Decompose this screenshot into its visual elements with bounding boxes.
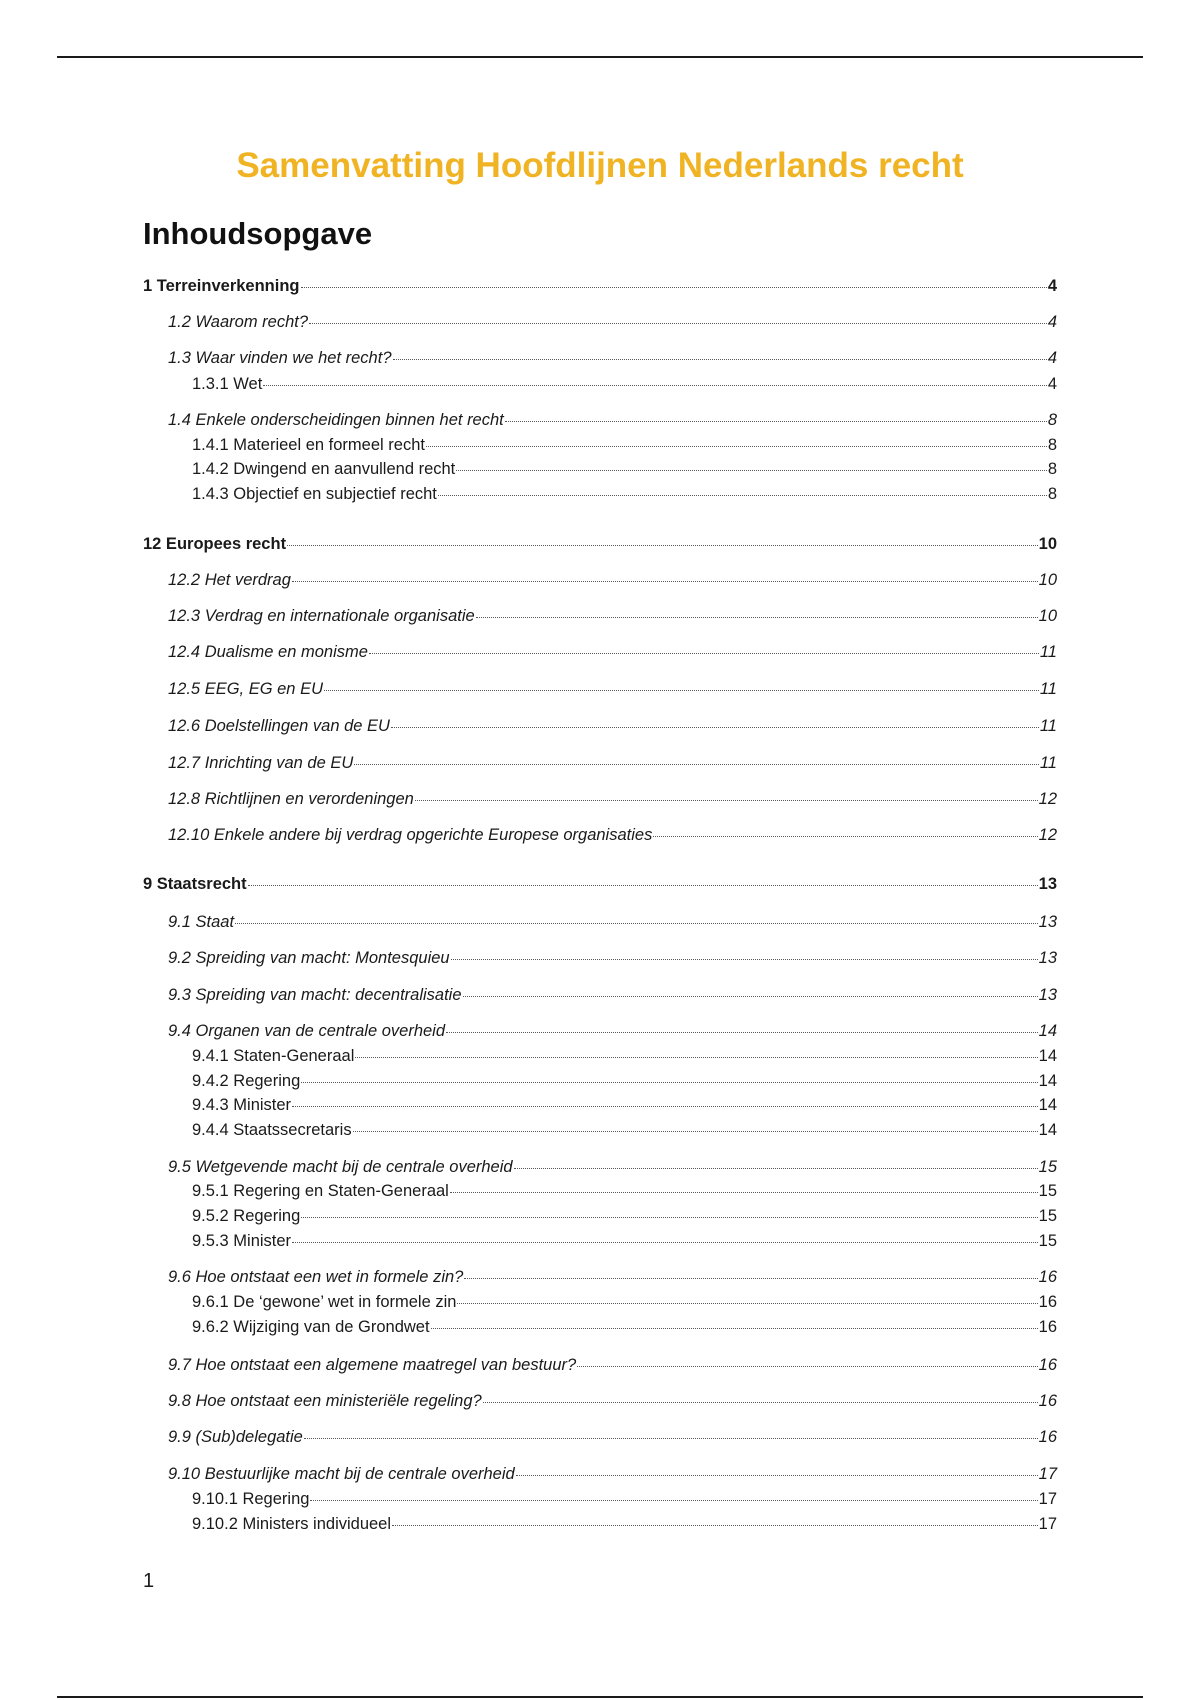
toc-entry-page: 10 xyxy=(1038,535,1057,553)
toc-entry-page: 16 xyxy=(1038,1392,1057,1410)
toc-entry-title: 1.4 Enkele onderscheidingen binnen het recht xyxy=(168,411,504,429)
toc-entry-title: 1.2 Waarom recht? xyxy=(168,313,309,331)
toc-entry-title: 12.6 Doelstellingen van de EU xyxy=(168,717,390,735)
document-title: Samenvatting Hoofdlijnen Nederlands recht xyxy=(236,146,964,185)
toc-entry[interactable] xyxy=(192,1121,1057,1140)
toc-entry-title: 12.8 Richtlijnen en verordeningen xyxy=(168,790,414,808)
toc-entry-page: 15 xyxy=(1038,1232,1057,1250)
toc-dot-leader xyxy=(301,1216,1037,1218)
toc-entry[interactable] xyxy=(192,1293,1057,1312)
toc-entry-title: 9.5.3 Minister xyxy=(192,1232,292,1250)
toc-dot-leader xyxy=(248,884,1038,886)
toc-entry[interactable] xyxy=(168,1428,1057,1447)
toc-entry-page: 16 xyxy=(1038,1318,1057,1336)
toc-entry-title: 9.6.1 De ‘gewone’ wet in formele zin xyxy=(192,1293,457,1311)
page-number: 1 xyxy=(143,1570,155,1592)
toc-dot-leader xyxy=(476,616,1038,618)
toc-dot-leader xyxy=(355,1056,1037,1058)
toc-entry-title: 9.9 (Sub)delegatie xyxy=(168,1428,303,1446)
toc-entry-page: 10 xyxy=(1038,571,1057,589)
toc-entry-title: 9.5.2 Regering xyxy=(192,1207,301,1225)
toc-entry[interactable] xyxy=(168,826,1057,845)
toc-dot-leader xyxy=(426,445,1047,447)
toc-entry[interactable] xyxy=(192,436,1057,455)
toc-entry-page: 8 xyxy=(1047,460,1057,478)
toc-entry[interactable] xyxy=(168,790,1057,809)
top-rule xyxy=(57,56,1143,58)
toc-entry-title: 9.4 Organen van de centrale overheid xyxy=(168,1022,446,1040)
toc-entry[interactable] xyxy=(168,313,1057,332)
toc-dot-leader xyxy=(287,544,1038,546)
toc-entry-title: 9.3 Spreiding van macht: decentralisatie xyxy=(168,986,462,1004)
toc-entry-title: 9.5.1 Regering en Staten-Generaal xyxy=(192,1182,449,1200)
toc-entry-page: 17 xyxy=(1038,1515,1057,1533)
toc-entry[interactable] xyxy=(168,1158,1057,1177)
toc-entry-title: 9.4.4 Staatssecretaris xyxy=(192,1121,352,1139)
toc-entry-page: 8 xyxy=(1047,411,1057,429)
toc-entry-title: 9.1 Staat xyxy=(168,913,235,931)
toc-dot-leader xyxy=(309,322,1047,324)
toc-dot-leader xyxy=(391,726,1039,728)
toc-entry-page: 4 xyxy=(1047,277,1057,295)
toc-entry[interactable] xyxy=(192,1047,1057,1066)
toc-entry-title: 9.2 Spreiding van macht: Montesquieu xyxy=(168,949,450,967)
toc-entry-title: 9.6 Hoe ontstaat een wet in formele zin? xyxy=(168,1268,464,1286)
toc-entry-title: 1.4.2 Dwingend en aanvullend recht xyxy=(192,460,456,478)
toc-entry-title: 9.8 Hoe ontstaat een ministeriële regeling? xyxy=(168,1392,482,1410)
toc-entry-page: 16 xyxy=(1038,1268,1057,1286)
toc-entry-page: 4 xyxy=(1047,313,1057,331)
toc-entry-page: 11 xyxy=(1039,680,1057,698)
toc-dot-leader xyxy=(292,580,1038,582)
toc-dot-leader xyxy=(463,995,1038,997)
toc-entry-title: 9.10 Bestuurlijke macht bij de centrale overheid xyxy=(168,1465,515,1483)
toc-entry[interactable] xyxy=(168,680,1057,699)
toc-dot-leader xyxy=(415,799,1038,801)
toc-entry[interactable] xyxy=(192,1232,1057,1251)
toc-entry-title: 12.2 Het verdrag xyxy=(168,571,291,589)
toc-entry-page: 17 xyxy=(1038,1465,1057,1483)
toc-entry-page: 4 xyxy=(1047,349,1057,367)
toc-entry-page: 13 xyxy=(1038,875,1057,893)
toc-entry[interactable] xyxy=(168,986,1057,1005)
toc-entry-title: 9.4.2 Regering xyxy=(192,1072,301,1090)
toc-entry-title: 1.4.1 Materieel en formeel recht xyxy=(192,436,425,454)
toc-entry[interactable] xyxy=(168,411,1057,430)
toc-entry-page: 14 xyxy=(1038,1022,1057,1040)
toc-entry-page: 13 xyxy=(1038,986,1057,1004)
toc-entry-title: 12.5 EEG, EG en EU xyxy=(168,680,323,698)
toc-dot-leader xyxy=(456,469,1047,471)
toc-entry-page: 14 xyxy=(1038,1047,1057,1065)
toc-entry-title: 9 Staatsrecht xyxy=(143,875,247,893)
toc-entry-page: 10 xyxy=(1038,607,1057,625)
toc-dot-leader xyxy=(263,384,1046,386)
toc-entry-page: 15 xyxy=(1038,1182,1057,1200)
toc-entry-title: 9.4.1 Staten-Generaal xyxy=(192,1047,355,1065)
toc-entry[interactable] xyxy=(168,607,1057,626)
toc-entry[interactable] xyxy=(192,485,1057,504)
toc-entry[interactable] xyxy=(192,1490,1057,1509)
toc-dot-leader xyxy=(324,689,1039,691)
toc-dot-leader xyxy=(431,1327,1038,1329)
toc-entry-title: 1.3.1 Wet xyxy=(192,375,263,393)
toc-dot-leader xyxy=(438,494,1047,496)
toc-entry-title: 1.3 Waar vinden we het recht? xyxy=(168,349,392,367)
toc-entry-page: 16 xyxy=(1038,1356,1057,1374)
toc-dot-leader xyxy=(353,1130,1038,1132)
toc-dot-leader xyxy=(292,1241,1038,1243)
toc-dot-leader xyxy=(446,1031,1038,1033)
toc-entry[interactable] xyxy=(143,875,1057,894)
toc-entry-page: 14 xyxy=(1038,1121,1057,1139)
toc-entry-title: 12.4 Dualisme en monisme xyxy=(168,643,368,661)
toc-dot-leader xyxy=(393,358,1047,360)
toc-entry-page: 11 xyxy=(1039,754,1057,772)
toc-entry[interactable] xyxy=(168,571,1057,590)
toc-entry-title: 9.4.3 Minister xyxy=(192,1096,292,1114)
toc-entry[interactable] xyxy=(192,1096,1057,1115)
toc-entry-page: 11 xyxy=(1039,717,1057,735)
toc-dot-leader xyxy=(369,652,1039,654)
bottom-rule xyxy=(57,1696,1143,1698)
toc-dot-leader xyxy=(235,922,1038,924)
toc-dot-leader xyxy=(354,763,1039,765)
toc-entry[interactable] xyxy=(168,349,1057,368)
toc-entry[interactable] xyxy=(168,754,1057,773)
toc-entry[interactable] xyxy=(192,1072,1057,1091)
toc-dot-leader xyxy=(514,1167,1038,1169)
toc-entry-page: 15 xyxy=(1038,1207,1057,1225)
toc-entry-page: 11 xyxy=(1039,643,1057,661)
toc-dot-leader xyxy=(301,1081,1037,1083)
toc-entry-page: 17 xyxy=(1038,1490,1057,1508)
toc-entry[interactable] xyxy=(192,1318,1057,1337)
toc-entry[interactable] xyxy=(143,535,1057,554)
toc-dot-leader xyxy=(457,1302,1037,1304)
toc-entry[interactable] xyxy=(192,1515,1057,1534)
toc-entry[interactable] xyxy=(168,717,1057,736)
toc-entry-title: 12 Europees recht xyxy=(143,535,287,553)
toc-entry[interactable] xyxy=(168,949,1057,968)
toc-entry-page: 4 xyxy=(1047,375,1057,393)
toc-entry-page: 12 xyxy=(1038,826,1057,844)
toc-entry-title: 1.4.3 Objectief en subjectief recht xyxy=(192,485,437,503)
toc-entry[interactable] xyxy=(192,460,1057,479)
toc-dot-leader xyxy=(464,1277,1037,1279)
toc-dot-leader xyxy=(516,1474,1038,1476)
toc-dot-leader xyxy=(577,1365,1037,1367)
toc-entry-page: 12 xyxy=(1038,790,1057,808)
toc-dot-leader xyxy=(310,1499,1037,1501)
toc-dot-leader xyxy=(292,1105,1038,1107)
toc-entry[interactable] xyxy=(168,913,1057,932)
toc-entry[interactable] xyxy=(168,643,1057,662)
toc-entry-page: 8 xyxy=(1047,485,1057,503)
toc-entry-title: 12.7 Inrichting van de EU xyxy=(168,754,354,772)
toc-entry[interactable] xyxy=(192,1182,1057,1201)
toc-entry[interactable] xyxy=(168,1022,1057,1041)
toc-entry-title: 9.7 Hoe ontstaat een algemene maatregel van bestuur? xyxy=(168,1356,577,1374)
toc-entry-title: 9.10.1 Regering xyxy=(192,1490,310,1508)
toc-entry-page: 13 xyxy=(1038,949,1057,967)
toc-dot-leader xyxy=(304,1437,1038,1439)
toc-dot-leader xyxy=(392,1524,1038,1526)
toc-entry[interactable] xyxy=(168,1465,1057,1484)
toc-entry-page: 16 xyxy=(1038,1293,1057,1311)
toc-entry-title: 9.6.2 Wijziging van de Grondwet xyxy=(192,1318,430,1336)
toc-entry[interactable] xyxy=(168,1356,1057,1375)
toc-entry[interactable] xyxy=(143,277,1057,296)
toc-entry[interactable] xyxy=(168,1268,1057,1287)
toc-entry-page: 14 xyxy=(1038,1072,1057,1090)
toc-entry-page: 15 xyxy=(1038,1158,1057,1176)
toc-dot-leader xyxy=(483,1401,1038,1403)
toc-entry-title: 12.3 Verdrag en internationale organisatie xyxy=(168,607,475,625)
toc-dot-leader xyxy=(301,286,1047,288)
toc-entry-title: 12.10 Enkele andere bij verdrag opgerichte Europese organisaties xyxy=(168,826,653,844)
toc-entry-page: 13 xyxy=(1038,913,1057,931)
toc-dot-leader xyxy=(451,958,1038,960)
toc-entry[interactable] xyxy=(168,1392,1057,1411)
toc-entry-title: 1 Terreinverkenning xyxy=(143,277,300,295)
toc-entry-title: 9.5 Wetgevende macht bij de centrale overheid xyxy=(168,1158,513,1176)
toc-dot-leader xyxy=(450,1191,1038,1193)
toc-entry-title: 9.10.2 Ministers individueel xyxy=(192,1515,392,1533)
toc-entry-page: 8 xyxy=(1047,436,1057,454)
toc-heading: Inhoudsopgave xyxy=(143,216,373,251)
toc-entry[interactable] xyxy=(192,1207,1057,1226)
toc-entry[interactable] xyxy=(192,375,1057,394)
toc-entry-page: 16 xyxy=(1038,1428,1057,1446)
toc-entry-page: 14 xyxy=(1038,1096,1057,1114)
toc-dot-leader xyxy=(505,420,1047,422)
toc-dot-leader xyxy=(653,835,1037,837)
